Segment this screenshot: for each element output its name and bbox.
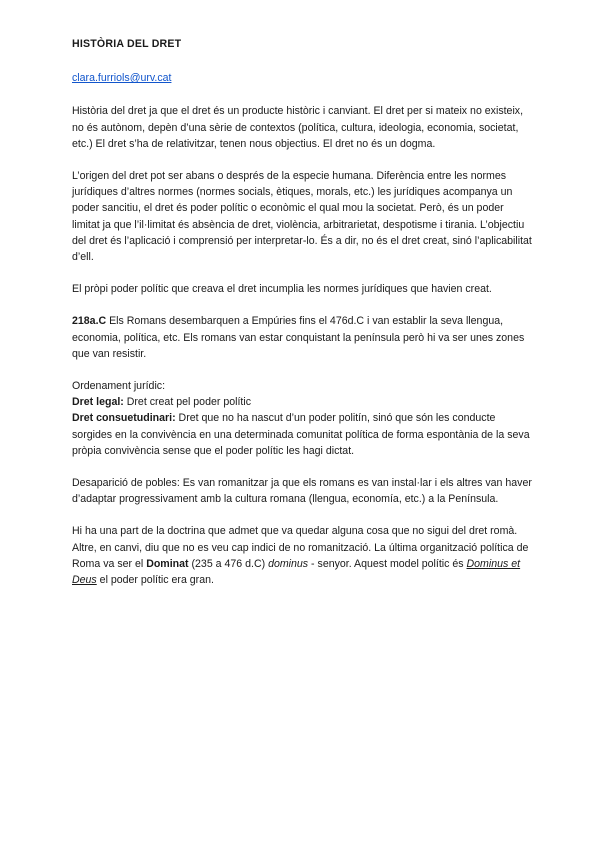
legal-law-line	[72, 394, 534, 410]
dominat-term: Dominat	[146, 557, 189, 570]
paragraph-political-power: El pròpi poder polític que creava el dret incumplia les normes jurídiques que havien creat.	[72, 283, 492, 296]
paragraph-origin: L’origen del dret pot ser abans o després de la especie humana. Diferència entre les normes jurídiques d’altres normes (normes socials, ètiques, morals, etc.) les jurídiques acompanya un poder sancitiu, el dret és poder polític o econòmic el qual mou la societat. Però, és un poder limitat ja que l’il·limitat és absència de dret, violència, arbitrarietat, despotisme i tirania. L’objectiu del dret és l’aplicació i comprensió per interpretar-lo. És a dir, no és el dret creat, sinó l’aplicabilitat d’ell.	[72, 170, 532, 264]
customary-law-label: Dret consuetudinari:	[72, 412, 176, 425]
legal-law-label: Dret legal:	[72, 396, 124, 409]
legal-order-heading: Ordenament jurídic:	[72, 380, 166, 393]
doctrine-text-a: Hi ha una part de la doctrina que admet que va quedar alguna cosa que no sigui del dret romà. Altre, en canvi, diu que no es veu cap indici de no romanització. La última organització política de Roma va ser el	[72, 525, 529, 570]
romans-text: Els Romans desembarquen a Empúries fins el 476d.C i van establir la seva llengua, economia, política, etc. Els romans van estar conquistant la península però hi va ser unes zones que van resistir.	[72, 315, 525, 360]
doctrine-text-b: (235 a 476 d.C)	[188, 557, 269, 570]
customary-law-line	[72, 410, 534, 459]
paragraph-disappearance: Desaparició de pobles: Es van romanitzar ja que els romans es van instal·lar i els altres van haver d’adaptar progressivament amb la cultura romana (llengua, economía, etc.) a la Península.	[72, 477, 532, 506]
doctrine-text-d: el poder polític era gran.	[96, 574, 214, 587]
legal-law-text: Dret creat pel poder polític	[123, 396, 251, 409]
paragraph-intro: Història del dret ja que el dret és un producte històric i canviant. El dret per si mateix no existeix, no és autònom, depèn d’una sèrie de contextos (política, cultura, ideologia, economia, societat, etc.) El dret s’ha de relativitzar, tenen nous objectius. El dret no és un dogma.	[72, 105, 524, 150]
paragraph-doctrine	[72, 523, 534, 588]
doctrine-text-c: - senyor. Aquest model polític és	[308, 557, 467, 570]
page-title: HISTÒRIA DEL DRET	[72, 38, 182, 50]
customary-law-text: Dret que no ha nascut d’un poder politín, sinó que són les conducte sorgides en la convivència en una determinada comunitat política de forma espontània de la seva pròpia convivència sense que el poder polític les hagi dictat.	[72, 412, 530, 457]
dominus-et-deus-term: Dominus et Deus	[72, 557, 521, 587]
paragraph-romans	[72, 313, 534, 362]
dominus-term: dominus	[268, 557, 309, 570]
email-link[interactable]: clara.furriols@urv.cat	[72, 72, 172, 85]
paragraph-legal-order	[72, 378, 534, 459]
document-body	[72, 36, 534, 604]
date-218ac: 218a.C	[72, 315, 107, 328]
